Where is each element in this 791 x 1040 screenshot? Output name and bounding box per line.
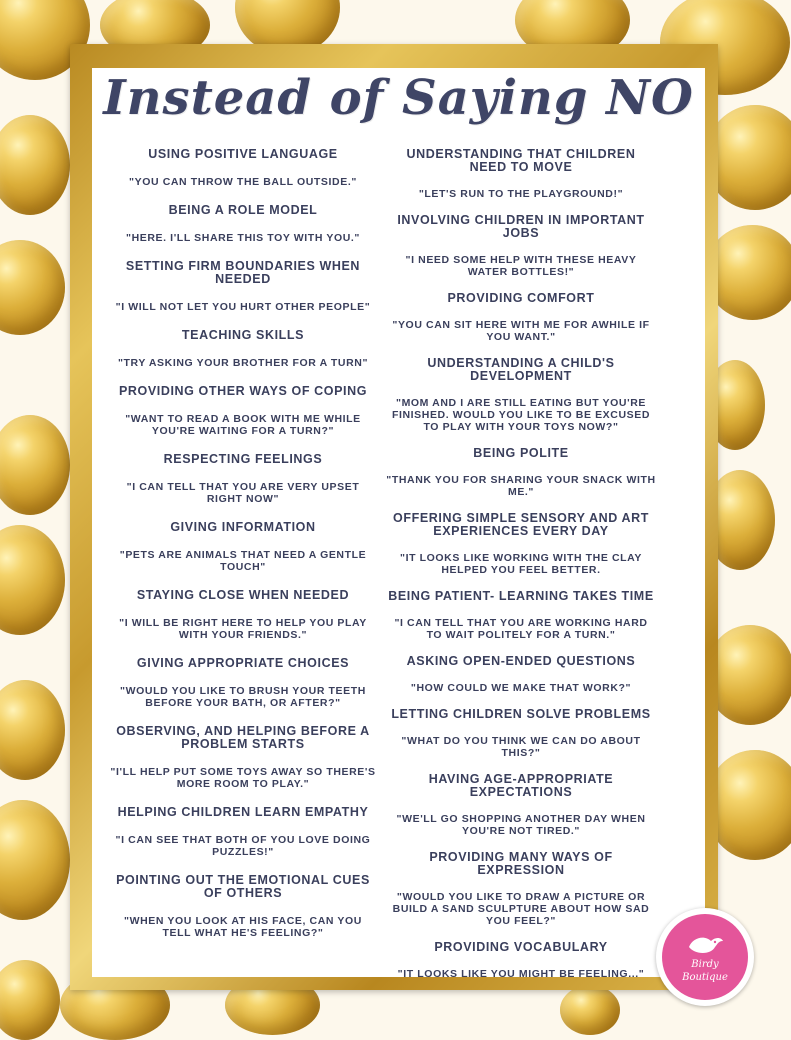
example-quote: "I'LL HELP PUT SOME TOYS AWAY SO THERE'S MORE ROOM TO PLAY.": [110, 766, 376, 790]
example-quote: "I CAN SEE THAT BOTH OF YOU LOVE DOING PUZZLES!": [115, 834, 371, 858]
section-heading: POINTING OUT THE EMOTIONAL CUES OF OTHERS: [116, 873, 370, 900]
gold-dot: [0, 525, 65, 635]
example-quote: "MOM AND I ARE STILL EATING BUT YOU'RE FINISHED. WOULD YOU LIKE TO BE EXCUSED TO PLAY WITH YOUR TOYS NOW?": [391, 397, 651, 433]
section-heading: PROVIDING MANY WAYS OF EXPRESSION: [429, 850, 613, 877]
example-quote: "IT LOOKS LIKE WORKING WITH THE CLAY HELPED YOU FEEL BETTER.: [399, 552, 643, 576]
section-heading: BEING POLITE: [473, 446, 569, 460]
section-heading: ASKING OPEN-ENDED QUESTIONS: [406, 654, 636, 668]
section-heading: UNDERSTANDING THAT CHILDREN NEED TO MOVE: [406, 147, 636, 174]
section-heading: INVOLVING CHILDREN IN IMPORTANT JOBS: [397, 213, 645, 240]
gold-dot: [0, 800, 70, 920]
example-quote: "I CAN TELL THAT YOU ARE VERY UPSET RIGHT NOW": [126, 481, 360, 505]
logo-text-line1: Birdy: [691, 959, 719, 970]
example-quote: "I WILL NOT LET YOU HURT OTHER PEOPLE": [115, 301, 371, 313]
section-heading: UNDERSTANDING A CHILD'S DEVELOPMENT: [427, 356, 615, 383]
section-heading: PROVIDING OTHER WAYS OF COPING: [118, 384, 368, 398]
example-quote: "HERE. I'LL SHARE THIS TOY WITH YOU.": [126, 232, 360, 244]
section-heading: OFFERING SIMPLE SENSORY AND ART EXPERIENCES EVERY DAY: [393, 511, 649, 538]
section-heading: OBSERVING, AND HELPING BEFORE A PROBLEM STARTS: [116, 724, 370, 751]
section-heading: GIVING INFORMATION: [170, 520, 316, 534]
section-heading: STAYING CLOSE WHEN NEEDED: [136, 588, 350, 602]
gold-dot: [0, 240, 65, 335]
section-heading: BEING A ROLE MODEL: [168, 203, 318, 217]
section-heading: PROVIDING COMFORT: [447, 291, 595, 305]
example-quote: "LET'S RUN TO THE PLAYGROUND!": [418, 188, 624, 200]
bird-icon: [685, 931, 725, 957]
page-title: Instead of Saying NO: [103, 70, 694, 126]
example-quote: "WE'LL GO SHOPPING ANOTHER DAY WHEN YOU'RE NOT TIRED.": [396, 813, 646, 837]
gold-dot: [0, 960, 60, 1040]
gold-dot: [0, 680, 65, 780]
gold-dot: [0, 115, 70, 215]
section-heading: PROVIDING VOCABULARY: [434, 940, 608, 954]
left-column: [108, 148, 378, 939]
example-quote: "WOULD YOU LIKE TO BRUSH YOUR TEETH BEFORE YOUR BATH, OR AFTER?": [120, 685, 366, 709]
section-heading: SETTING FIRM BOUNDARIES WHEN NEEDED: [125, 259, 361, 286]
section-heading: USING POSITIVE LANGUAGE: [148, 147, 338, 161]
section-heading: HAVING AGE-APPROPRIATE EXPECTATIONS: [428, 772, 614, 799]
example-quote: "YOU CAN SIT HERE WITH ME FOR AWHILE IF YOU WANT.": [392, 319, 650, 343]
example-quote: "WHAT DO YOU THINK WE CAN DO ABOUT THIS?": [401, 735, 641, 759]
gold-dot: [0, 415, 70, 515]
section-heading: RESPECTING FEELINGS: [163, 452, 323, 466]
example-quote: "YOU CAN THROW THE BALL OUTSIDE.": [129, 176, 357, 188]
example-quote: "IT LOOKS LIKE YOU MIGHT BE FEELING...": [397, 968, 645, 980]
logo-text-line2: Boutique: [682, 972, 728, 983]
logo-circle: [662, 914, 748, 1000]
example-quote: "THANK YOU FOR SHARING YOUR SNACK WITH ME.": [386, 474, 656, 498]
example-quote: "WANT TO READ A BOOK WITH ME WHILE YOU'RE WAITING FOR A TURN?": [125, 413, 361, 437]
example-quote: "TRY ASKING YOUR BROTHER FOR A TURN": [117, 357, 369, 369]
section-heading: BEING PATIENT- LEARNING TAKES TIME: [388, 589, 654, 603]
gold-dot: [560, 985, 620, 1035]
example-quote: "PETS ARE ANIMALS THAT NEED A GENTLE TOUCH": [119, 549, 367, 573]
section-heading: LETTING CHILDREN SOLVE PROBLEMS: [391, 707, 651, 721]
example-quote: "I WILL BE RIGHT HERE TO HELP YOU PLAY WITH YOUR FRIENDS.": [119, 617, 367, 641]
example-quote: "WOULD YOU LIKE TO DRAW A PICTURE OR BUILD A SAND SCULPTURE ABOUT HOW SAD YOU FEEL?": [392, 891, 650, 927]
example-quote: "WHEN YOU LOOK AT HIS FACE, CAN YOU TELL WHAT HE'S FEELING?": [124, 915, 362, 939]
logo-badge[interactable]: [656, 908, 754, 1006]
right-column: [386, 148, 656, 980]
section-heading: TEACHING SKILLS: [181, 328, 305, 342]
section-heading: GIVING APPROPRIATE CHOICES: [136, 656, 350, 670]
example-quote: "I CAN TELL THAT YOU ARE WORKING HARD TO WAIT POLITELY FOR A TURN.": [394, 617, 648, 641]
example-quote: "I NEED SOME HELP WITH THESE HEAVY WATER BOTTLES!": [405, 254, 637, 278]
section-heading: HELPING CHILDREN LEARN EMPATHY: [117, 805, 369, 819]
example-quote: "HOW COULD WE MAKE THAT WORK?": [410, 682, 632, 694]
